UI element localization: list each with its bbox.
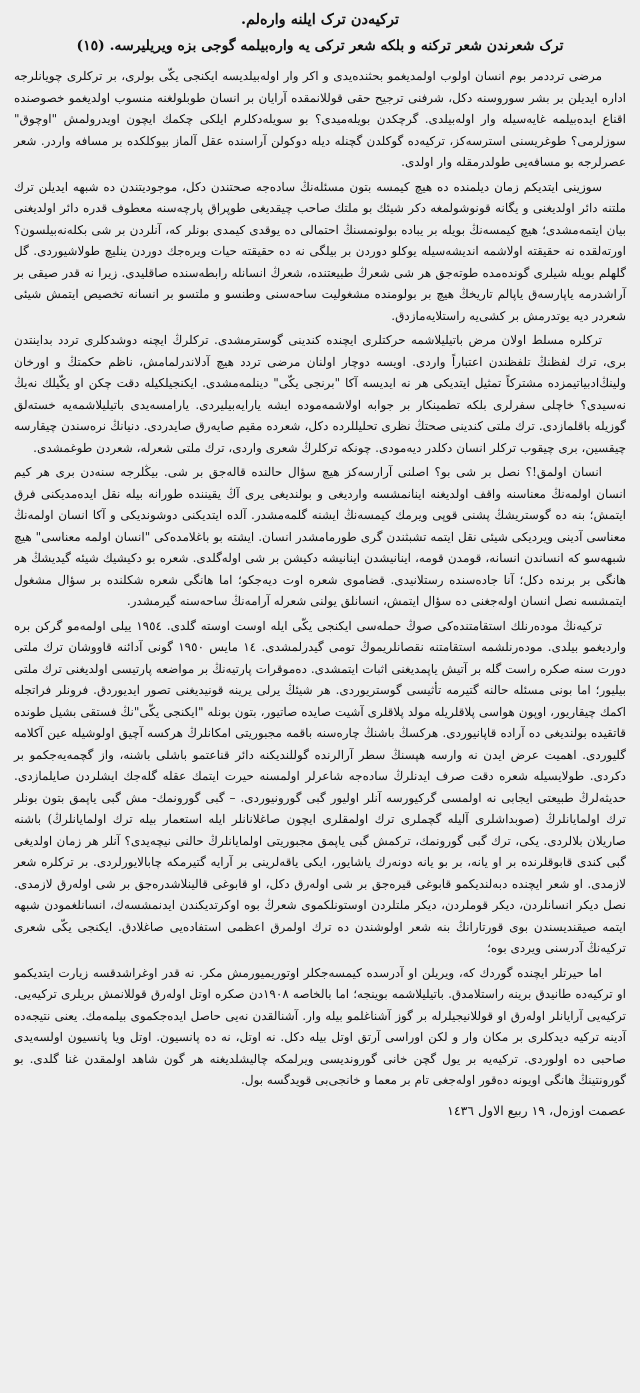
- author-signature: عصمت اوزەل، ١٩ ربیع الاول ١٤٣٦: [447, 1102, 626, 1118]
- paragraph-6: اما حیرتلر ایچنده گوردك که، ویریلن او آدرسده کیمسه‌جکلر اوتوریمیورمش مکر. نه قدر اوغراشدقسه زیارت ایتدیکمو او ترکیه‌ده طانیدق برینه راستلامدق. باتیلیلاشمه بوینجه؛ اما بالخاصه ١٩٠٨دن صکره اوتل اولەرق قوللانمش بریلری ترکیه‌یی. ترکیه‌یی آرایانلر اولەرق او قوللانیجیلرله بر گوز آشناغلمو بیله وار. آشنالقدن نەیی حاصل ایده‌جکموی بیلمەمك. یعنی نتیجه‌ده آدینه ترکیه دیدکلری بر مکان وار و لکن اوراسی آرتق اوتل بیله دکل. نه اوتل، نه ده پانسیون. اوتل ویا پانسیون اولسه‌یدی صاحبی ده اولوردی. ترکیه‌یه بر یول گچن خانی گوروندیسی ویرلمکه چالیشلدیغنه هر گون شاهد اولمقدن غنا گلدی. بو گورونتینڭ هانگی اویونه دەقور اوله‌جغی تام بر معما و خانجی‌بی قویدگسه بول.: [14, 965, 626, 1087]
- article-body: [14, 66, 626, 1092]
- article-subtitle: ترک شعرندن شعر ترکنه و بلکه شعر ترکی یه وارەبیلمه گوجی بزه ویریلیرسه. (۱٥): [76, 38, 564, 54]
- paragraph-3: ترکلره مسلط اولان مرض باتیلیلاشمه حرکتلری ایچنده کندینی گوسترمشدی. ترکلرڭ ایچنه دوشدکلری تردد بداینتدن بری، ترك لفظنڭ تلفظندن اعتباراً واردی. اویسه دوچار اولنان مرضی تردد هیچ آدلاندرلمامش، ناظم حکمتڭ و اورخان ولینڭ‌ادبیاتیمزده مشترکاً تمثیل ایتدیکی هر نه ایدیسه آکا "برنجی یکّی" دینلمه‌مشدی. ایکنجیلکیله دقت چکن او یکّیلك نەيڭ نەسیدی؟ خاچلی سفرلری بلکه تطمینکار بر جوابه اولاشمه‌موده ایشه یارایه‌بیلیردی. یارامسه‌یدی باتیلیلاشمه‌یه خستەلق گوزیله باقلمازدی. ترك ملتی کندینی صحتڭ نظری تحلیللرده دکل، شعرده مقیم صایەرق صایدردی. دنیانڭ نره‌سندن چیقارسه چیقسین، بری چیقوب ترکلر انسان دکلدر دیه‌مودی. چونکه ترکلرڭ شعری واردی، ترك ملتی شعرله، شعردن طوغمشدی.: [14, 333, 626, 455]
- paragraph-4: انسان اولمق!؟ نصل بر شی بو؟ اصلنی آرارسه‌کز هیچ سؤال حالنده قالەجق بر شی. بیڭلرجه سنه‌دن بری هر کیم انسان اولمه‌نڭ معناسنه واقف اولدیغنه اینانمشسه واردیغی و بولندیغی یری آڭ یقیننده طورانه بیله نقل ایده‌مدیکنی فرق ایتمش؛ بنه ده گوستریشڭ پشنی قوپی ویرمك کیمسه‌نڭ ایشنه گلمه‌مشدر. آلده ایتدیکنی دوشوندیکی و آکا انسان اولمه‌نڭ معناسی آدینی ویردیکی شیئی نقل ایتمه تشبثندن گری طورمامشدر انسان. ایشته بو باغلامده‌کی "انسان اولمه معناسی" هیچ شبهه‌سو که انساندن انسانه، قومدن قومه، اینانیشدن اینانیشه دکیشن بر شی اوله‌گلدی. شعره بو دکیشیك شیئه گیدیشڭ هر هانگی بر برنده دکل؛ آنا جاده‌سنده رستلانیدی. قضاموی شعره اوت دیه‌جکو؛ اما هانگی شعره شکلنده بر سؤال مشغول ایتمشسه نصل انسان اوله‌جغنی ده سؤال ایتمش، انسانلق یولنی شعرله آرامه‌نڭ ساحه‌سنه گیرمشدر.: [14, 465, 626, 608]
- paragraph-2: سوزینی ایتدیکم زمان دیلمنده ده هیچ کیمسه بتون مسئله‌نڭ ساده‌جه صحتندن دکل، موجودیتندن ده شبهه ایدیلن ترك ملتنه دائر اولدیغنی و یگانه قونوشولمغه دکر شیئك بو ملتك صاحب چیقدیغی طوپراق پارچه‌سنه معطوف قدره دائر اولدیغنی بیان ایتمه‌مشدی؛ هیچ کیمسه‌نڭ بویله بر یباده بولونمسنڭ احتمالی ده یوقدی کیمدی بونلر که، آنلردن بر شی بکلەنه‌بیلسون؟ اورته‌لقده نه حقیقته اولاشمه اندیشه‌سیله یوکلو دوردن بر بیلگی نه ده حقیقته حیات ویره‌جك دوردن ینلیچ طولاشیوردی. گل گلهلم بویله شیلری گوندەمده طوتەجق هر شی شعرڭ طبیعتنده، شعرڭ انسانله رابطه‌سنده صاقلیدی. زیرا نه قدر صیقی بر آراشدرمه یاپارسەق یاپالم تاریخڭ هیچ بر بولومنده مشغولیت ساحه‌سنی وطنسو و ملتسو بر انسانه تخصیص ایتمش شیئی شعردر دیه یوتدرمش بر کشی‌یه راستلایه‌مازدق.: [14, 179, 626, 323]
- paragraph-1: مرضی تردد‌مر بوم انسان اولوب اولمدیغمو بحثنده‌یدی و اکر وار اوله‌بیلدیسه ایکنجی یکّی بولری، بر ترکلری چویانلرجه اداره ایدیلن بر بشر سوروسنه دکل، شرفنی ترجیح حقی قوللانمقده آرایان بر انسان طوبلولغنه منسوب اولدیغمو خصوصنده اقناع ایدەبیلمه غایه‌سیله وار اوله‌بیلدی. گرچکدن بویله‌میدی؟ بو سویله‌دکلرم ایلکی چکمك ایچون اویدرولمش "اوچوق" سوزلرمی؟ طوغریسنی استرسه‌کز، ترکیه‌ده گوکلدن گچنله دیله دوکولن آراسنده عقل آلماز بیوکلکده بر مسافه واردر. شعر عصرلرجه بو مسافه‌یی طولدرمقله وار اولدی.: [14, 69, 626, 169]
- article-title: ترکیه‌دن ترک ایلنه وارەلم.: [240, 11, 400, 28]
- paragraph-5: ترکیه‌نڭ مودەرنلك استقامتنده‌کی صوڭ حمله‌سی ایکنجی یکّی ایله اوست اوسته گلدی. ۱۹٥٤ ییلی اولمه‌مو گرکن بره واردیغمو بیلدی. مودەرنلشمه استقامتنه نقصانلریموڭ تومی گیدرلمشدی. ١٤ مایس ١٩٥٠ گونی آدائنه قاووشان ترك ملتی دورت سنه صکره راست گله بر آتیش یاپمدیغنی اثبات ایتمشدی. دەموقرات پارتیەنڭ بر مواضعه پارتیسی اولدیغنی ترك ملتی بیلیور؛ اما بونی مسئله حالنه گتیرمه تأثیسی گوستریوردی. هر شیئڭ یرلی یرینه قونیدیغنی تصور ایدیوردق. فرونلر فراتجله اکمك چیقاریور، اوپون هواسی پلاقلریله مولد پلاقلری آشیت صایده صاتیور، بتون بونله "ایکنجی یکّی"نڭ فستقی بشیل طونده قاتقیده بولندیغی ده آراده قاپانیوردی. هرکسڭ باشنڭ چاره‌سنه باقمه مجبوریتی امکانلرڭ هرکسه آچیق اولوشیله عین آکلامه گلیوردی. اهمیت عرض ایدن نه وارسه هپسنڭ سطر آرالرنده گوللندیکنه دائر قناعتمو باشلی باشنه، واز گچمه‌یه‌جکمو بر دکردی. طولایسیله شعره دقت صرف ایدنلرڭ ساده‌جه شاعرلر اولمسنه حیرت ایتمك عقله گله‌جك ایشلردن صایلمازدی. حدیثه‌لرڭ طبیعتی ایجابی نه اولمسی گرکیورسه آنلر اولیور گبی گورونیوردی. – گبی گورونمك- مش گبی یاپمق بتون بونلر ترك اولمایانلرڭ (صوبداشلری آلیله گچملری ترك اولمقلری ایچون صاغلانانلر ایله استعمار بیله ترك اولمایانلرڭ) باشنه صاریلان بلالردی. یکی، ترك گبی گورونمك، ترکمش گبی یاپمق مجبوریتی اولمایانلرڭ حالنی نیچه‌یدی؟ آنلر هر زمان اولدیغی گبی کندی قابوقلرنده بر او یانه، بر بو یانه دونەرك یاشایور، ایکی یاقەلرینی بر آرایه گتیرمکه چابالایورلردی. بر ترکلره شعر لازمدی. او شعر ایچنده دبه‌لندیکمو قابوغی قیره‌جق بر شی اولەرق دکل، او قابوغی قالینلاشدره‌جق بر شی اولەرق لازمدی. نصل دیکر انسانلردن، دیکر قوملردن، دیکر ملتلردن اوستونلکموی شعرڭ بوه اوکرتدیکندن ایدنمشسه‌ك، انسانلغمودن شبهه ایتمه صیقندیسندن بوی قورتارانڭ بنه شعر اولوشندن ده ترك اولمرق اعظمی استفاده‌یی صاغلادق. ایکنجی یکّی شعری ترکیه‌نڭ آدرسنی ویردی بوه؛: [14, 618, 626, 955]
